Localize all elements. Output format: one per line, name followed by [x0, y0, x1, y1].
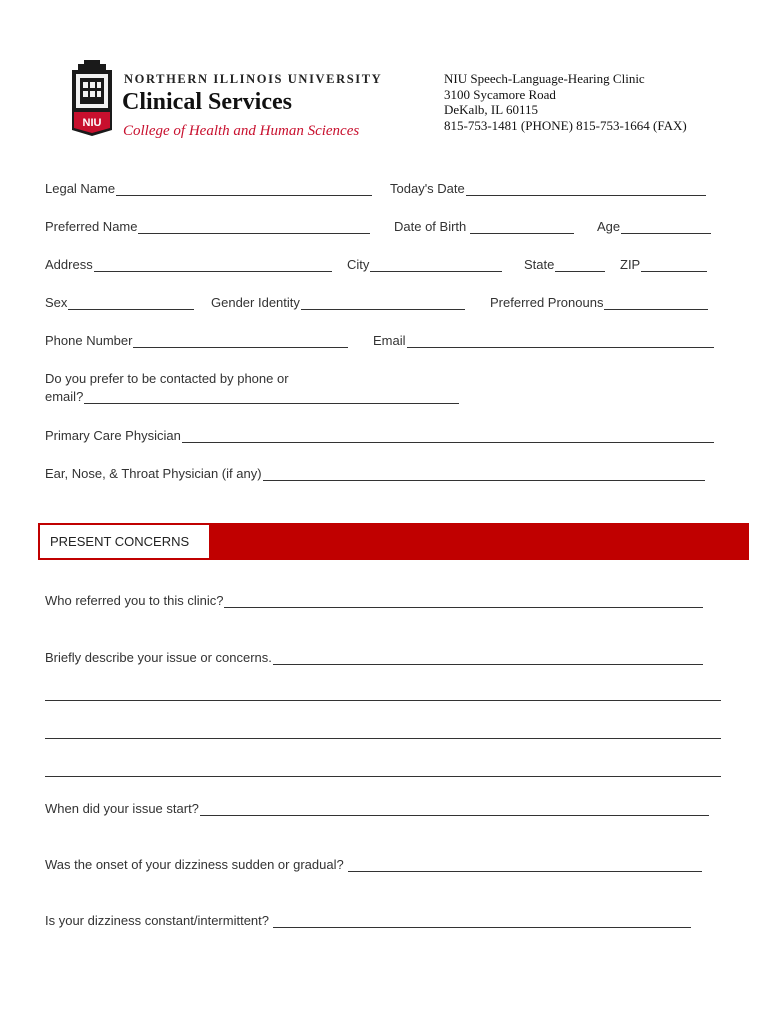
ent-physician-label: Ear, Nose, & Throat Physician (if any): [45, 466, 262, 481]
city-label: City: [347, 257, 370, 272]
describe-concerns-line[interactable]: [273, 652, 703, 665]
preferred-pronouns-label: Preferred Pronouns: [490, 295, 604, 310]
dizziness-constant-field[interactable]: [45, 913, 691, 928]
phone-number-label: Phone Number: [45, 333, 133, 348]
primary-care-label: Primary Care Physician: [45, 428, 181, 443]
phone-number-field[interactable]: [45, 333, 348, 348]
address-field[interactable]: [45, 257, 332, 272]
zip-line[interactable]: [641, 259, 707, 272]
clinic-phone-fax: 815-753-1481 (PHONE) 815-753-1664 (FAX): [444, 117, 687, 133]
describe-concerns-label: Briefly describe your issue or concerns.: [45, 650, 272, 665]
dizziness-constant-line[interactable]: [273, 915, 691, 928]
describe-concerns-line-2[interactable]: [45, 700, 721, 701]
date-of-birth-line[interactable]: [470, 221, 574, 234]
todays-date-label: Today's Date: [390, 181, 465, 196]
issue-start-label: When did your issue start?: [45, 801, 199, 816]
describe-concerns-line-4[interactable]: [45, 776, 721, 777]
department-title: Clinical Services: [122, 89, 292, 115]
age-label: Age: [597, 219, 621, 234]
address-line[interactable]: [94, 259, 332, 272]
contact-preference-field[interactable]: [45, 389, 459, 404]
logo-text: NIU: [82, 117, 102, 129]
clinic-city: DeKalb, IL 60115: [444, 102, 538, 117]
present-concerns-heading: PRESENT CONCERNS: [40, 525, 209, 558]
zip-label: ZIP: [620, 257, 641, 272]
university-name: NORTHERN ILLINOIS UNIVERSITY: [124, 72, 383, 86]
preferred-pronouns-field[interactable]: [490, 295, 708, 310]
referred-by-label: Who referred you to this clinic?: [45, 593, 224, 608]
ent-physician-line[interactable]: [263, 468, 705, 481]
city-line[interactable]: [370, 259, 502, 272]
ent-physician-field[interactable]: [45, 466, 705, 481]
college-name: College of Health and Human Sciences: [123, 123, 360, 139]
phone-number-line[interactable]: [133, 335, 348, 348]
dizziness-onset-label: Was the onset of your dizziness sudden or gradual?: [45, 857, 344, 872]
sex-line[interactable]: [68, 297, 194, 310]
clinic-name: NIU Speech-Language-Hearing Clinic: [444, 71, 645, 86]
dizziness-onset-line[interactable]: [348, 859, 702, 872]
state-line[interactable]: [555, 259, 605, 272]
email-field[interactable]: [373, 333, 714, 348]
niu-logo-icon: [70, 60, 114, 136]
age-field[interactable]: [597, 219, 711, 234]
dizziness-constant-label: Is your dizziness constant/intermittent?: [45, 913, 269, 928]
state-field[interactable]: [524, 257, 605, 272]
sex-label: Sex: [45, 295, 68, 310]
issue-start-line[interactable]: [200, 803, 709, 816]
todays-date-line[interactable]: [466, 183, 706, 196]
preferred-pronouns-line[interactable]: [604, 297, 708, 310]
gender-identity-field[interactable]: [211, 295, 465, 310]
date-of-birth-field[interactable]: [394, 219, 574, 234]
primary-care-field[interactable]: [45, 428, 714, 443]
clinic-street: 3100 Sycamore Road: [444, 86, 556, 102]
dizziness-onset-field[interactable]: [45, 857, 702, 872]
describe-concerns-field[interactable]: [45, 650, 703, 665]
todays-date-field[interactable]: [390, 181, 706, 196]
referred-by-field[interactable]: [45, 593, 703, 608]
legal-name-line[interactable]: [116, 183, 372, 196]
gender-identity-label: Gender Identity: [211, 295, 300, 310]
email-line[interactable]: [407, 335, 714, 348]
clinic-address-block: [444, 71, 687, 133]
zip-field[interactable]: [620, 257, 707, 272]
city-field[interactable]: [347, 257, 502, 272]
state-label: State: [524, 257, 555, 272]
gender-identity-line[interactable]: [301, 297, 465, 310]
email-label: Email: [373, 333, 406, 348]
primary-care-line[interactable]: [182, 430, 714, 443]
describe-concerns-line-3[interactable]: [45, 738, 721, 739]
age-line[interactable]: [621, 221, 711, 234]
legal-name-label: Legal Name: [45, 181, 116, 196]
contact-preference-question: Do you prefer to be contacted by phone or: [45, 371, 289, 386]
referred-by-line[interactable]: [224, 595, 703, 608]
date-of-birth-label: Date of Birth: [394, 219, 467, 234]
preferred-name-field[interactable]: [45, 219, 370, 234]
contact-preference-line[interactable]: [84, 391, 459, 404]
preferred-name-line[interactable]: [138, 221, 370, 234]
legal-name-field[interactable]: [45, 181, 372, 196]
address-label: Address: [45, 257, 93, 272]
issue-start-field[interactable]: [45, 801, 709, 816]
contact-preference-label: email?: [45, 389, 84, 404]
sex-field[interactable]: [45, 295, 194, 310]
preferred-name-label: Preferred Name: [45, 219, 138, 234]
